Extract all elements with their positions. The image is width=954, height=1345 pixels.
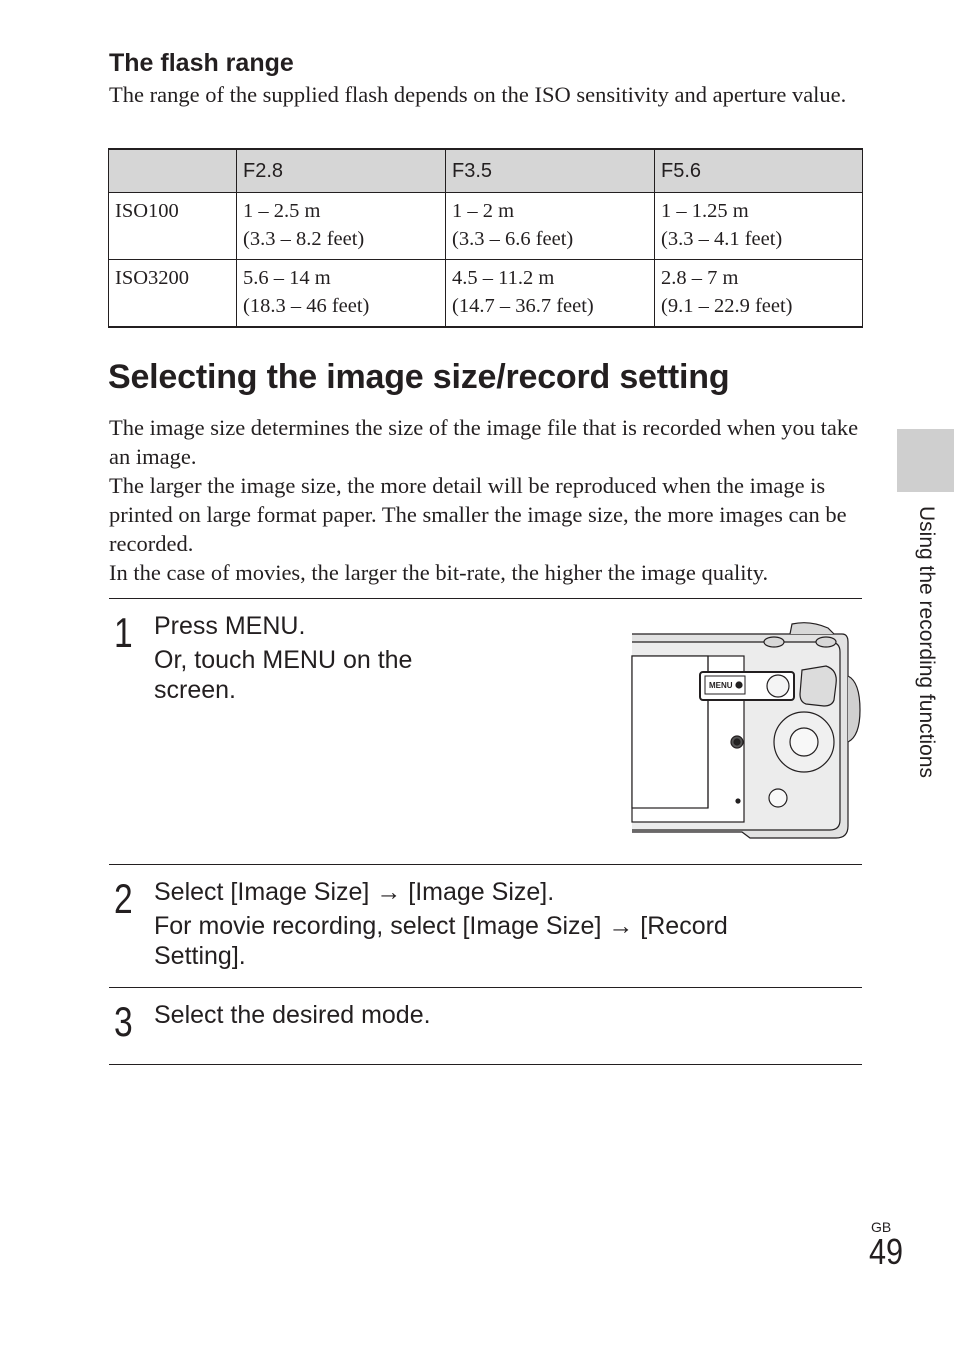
body-paragraph: In the case of movies, the larger the bit-rate, the higher the image quality. [109, 560, 769, 585]
divider [109, 1064, 862, 1065]
cell-meters: 4.5 – 11.2 m [452, 267, 555, 289]
step-line: Setting]. [154, 942, 246, 970]
table-header-cell: F2.8 [237, 149, 446, 193]
cell-meters: 1 – 1.25 m [661, 200, 749, 222]
page-region: GB [871, 1219, 892, 1235]
table-header-cell: F3.5 [446, 149, 655, 193]
step-line: Or, touch MENU on the [154, 646, 413, 674]
table-header-row [109, 149, 863, 193]
step-line: Select the desired mode. [154, 1001, 431, 1029]
divider [109, 598, 862, 599]
table-cell [446, 260, 655, 327]
cell-feet: (18.3 – 46 feet) [243, 295, 370, 317]
table-row [109, 193, 863, 260]
table-row-label: ISO100 [109, 193, 237, 260]
camera-back-illustration [630, 620, 862, 844]
body-paragraph: The larger the image size, the more detail will be reproduced when the image is printed on large format paper. The smaller the image size, the more images can be recorded. [109, 473, 847, 556]
table-header-cell: F5.6 [655, 149, 863, 193]
cell-feet: (3.3 – 6.6 feet) [452, 228, 574, 250]
step-number: 1 [114, 609, 133, 656]
cell-feet: (14.7 – 36.7 feet) [452, 295, 594, 317]
side-tab [897, 429, 954, 492]
flash-range-intro: The range of the supplied flash depends on the ISO sensitivity and aperture value. [109, 82, 847, 107]
section-heading: Selecting the image size/record setting [108, 358, 730, 396]
cell-meters: 2.8 – 7 m [661, 267, 739, 289]
flash-range-heading: The flash range [109, 49, 294, 77]
divider [109, 864, 862, 865]
divider [109, 987, 862, 988]
page-number: 49 [869, 1231, 904, 1272]
menu-label: MENU [709, 681, 733, 690]
step-line: screen. [154, 676, 236, 704]
step-number: 3 [114, 998, 133, 1045]
step-number: 2 [114, 875, 133, 922]
table-cell [237, 193, 446, 260]
step-2-text [154, 877, 728, 971]
step-3-text [154, 1000, 431, 1030]
table-row [109, 260, 863, 327]
side-tab-text: Using the recording functions [915, 506, 938, 778]
section-body [109, 413, 869, 587]
table-header-cell [109, 149, 237, 193]
step-line: Select [Image Size] → [Image Size]. [154, 878, 555, 906]
table-cell [655, 193, 863, 260]
table-row-label: ISO3200 [109, 260, 237, 327]
cell-feet: (9.1 – 22.9 feet) [661, 295, 793, 317]
cell-meters: 1 – 2 m [452, 200, 515, 222]
table-cell [655, 260, 863, 327]
step-line: Press MENU. [154, 612, 306, 640]
cell-feet: (3.3 – 4.1 feet) [661, 228, 783, 250]
step-1-text [154, 611, 412, 705]
flash-range-table [108, 148, 863, 328]
side-tab-label [912, 506, 942, 826]
cell-feet: (3.3 – 8.2 feet) [243, 228, 365, 250]
cell-meters: 5.6 – 14 m [243, 267, 331, 289]
body-paragraph: The image size determines the size of the image file that is recorded when you take an image. [109, 415, 859, 469]
table-cell [237, 260, 446, 327]
table-cell [446, 193, 655, 260]
cell-meters: 1 – 2.5 m [243, 200, 321, 222]
step-line: For movie recording, select [Image Size] → [Record [154, 912, 728, 940]
